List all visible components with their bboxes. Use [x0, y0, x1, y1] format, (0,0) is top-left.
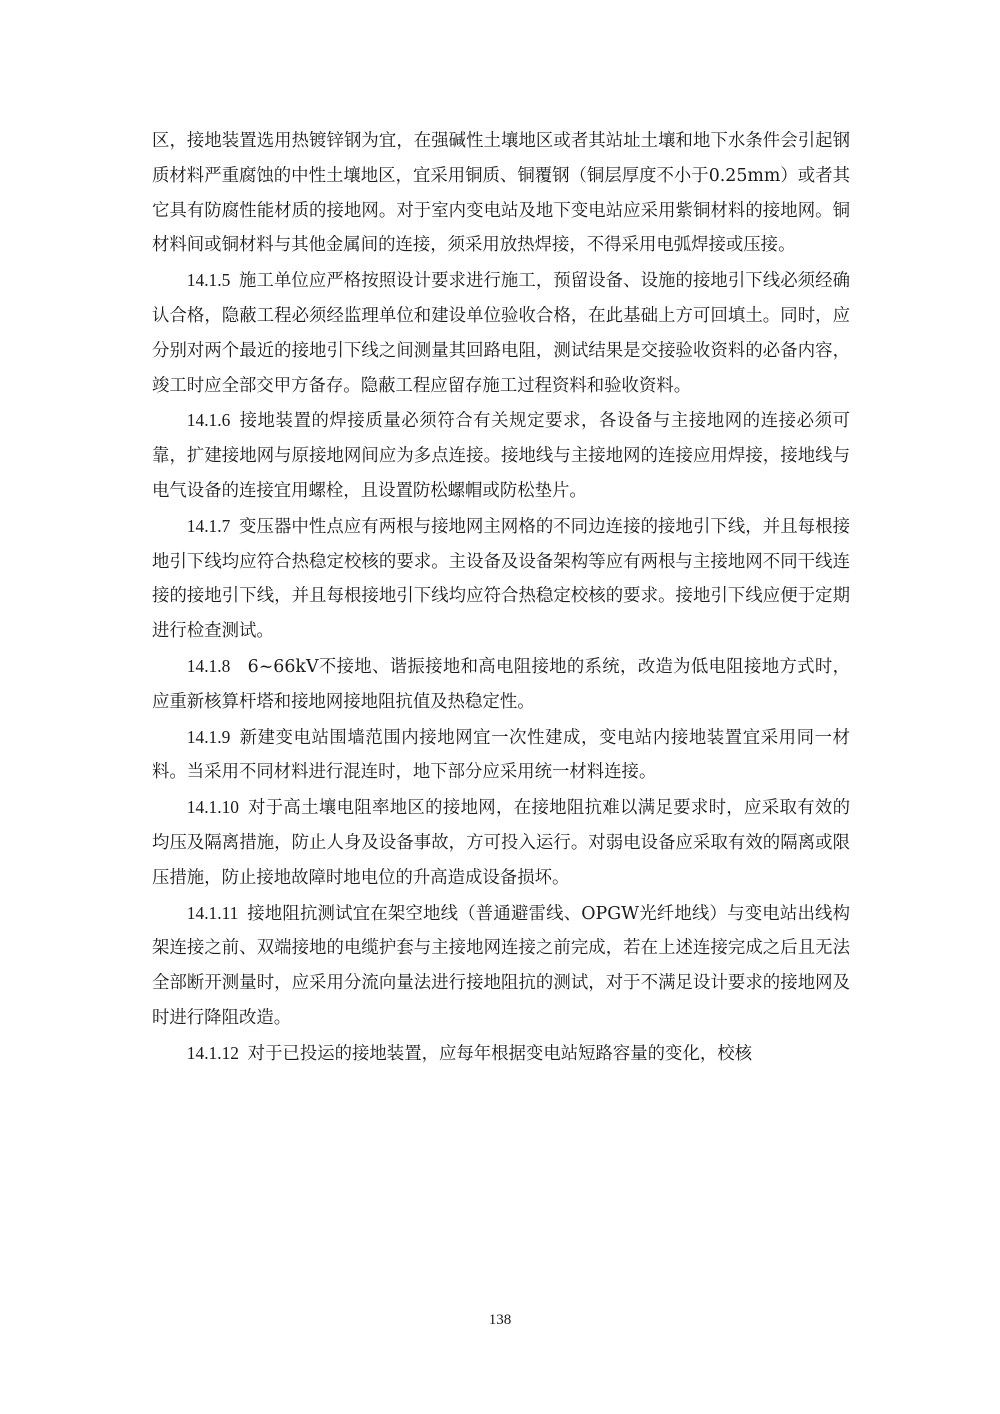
clause-number: 14.1.7 [186, 515, 231, 536]
clause-text: 接地阻抗测试宜在架空地线（普通避雷线、OPGW光纤地线）与变电站出线构架连接之前、双端接地的电缆护套与主接地网连接之前完成，若在上述连接完成之后且无法全部断开测量时，应采用分流向量法进行接地阻抗的测试，对于不满足设计要求的接地网及时进行降阻改造。 [152, 903, 850, 1028]
clause-number: 14.1.5 [186, 270, 231, 291]
clause-number: 14.1.12 [186, 1042, 239, 1063]
clause-number: 14.1.10 [186, 797, 239, 818]
clause-14-1-8 [152, 649, 850, 720]
clause-number: 14.1.11 [186, 902, 239, 923]
clause-text: 对于高土壤电阻率地区的接地网，在接地阻抗难以满足要求时，应采取有效的均压及隔离措施，防止人身及设备事故，方可投入运行。对弱电设备应采取有效的隔离或限压措施，防止接地故障时地电位的升高造成设备损坏。 [152, 798, 850, 888]
clause-14-1-12 [152, 1036, 850, 1072]
clause-number: 14.1.6 [186, 410, 231, 431]
clause-14-1-7 [152, 509, 850, 649]
clause-text: 新建变电站围墙范围内接地网宜一次性建成，变电站内接地装置宜采用同一材料。当采用不同材料进行混连时，地下部分应采用统一材料连接。 [152, 727, 850, 783]
clause-14-1-10 [152, 790, 850, 895]
page-number: 138 [488, 1312, 512, 1328]
clause-14-1-11 [152, 896, 850, 1036]
clause-14-1-6 [152, 403, 850, 508]
continuation-paragraph: 区，接地装置选用热镀锌钢为宜，在强碱性土壤地区或者其站址土壤和地下水条件会引起钢质材料严重腐蚀的中性土壤地区，宜采用铜质、铜覆钢（铜层厚度不小于0.25mm）或者其它具有防腐性能材质的接地网。对于室内变电站及地下变电站应采用紫铜材料的接地网。铜材料间或铜材料与其他金属间的连接，须采用放热焊接，不得采用电弧焊接或压接。 [152, 131, 850, 256]
clause-number: 14.1.9 [186, 726, 231, 747]
clause-number: 14.1.8 [186, 655, 231, 676]
clause-14-1-9 [152, 720, 850, 791]
body-text [152, 124, 850, 1072]
clause-text: 接地装置的焊接质量必须符合有关规定要求，各设备与主接地网的连接必须可靠，扩建接地网与原接地网间应为多点连接。接地线与主接地网的连接应用焊接，接地线与电气设备的连接宜用螺栓，且设置防松螺帽或防松垫片。 [152, 411, 850, 501]
clause-text: 施工单位应严格按照设计要求进行施工，预留设备、设施的接地引下线必须经确认合格，隐蔽工程必须经监理单位和建设单位验收合格，在此基础上方可回填土。同时，应分别对两个最近的接地引下线之间测量其回路电阻，测试结果是交接验收资料的必备内容，竣工时应全部交甲方备存。隐蔽工程应留存施工过程资料和验收资料。 [152, 271, 850, 396]
clause-text: 变压器中性点应有两根与接地网主网格的不同边连接的接地引下线，并且每根接地引下线均应符合热稳定校核的要求。主设备及设备架构等应有两根与主接地网不同干线连接的接地引下线，并且每根接地引下线均应符合热稳定校核的要求。接地引下线应便于定期进行检查测试。 [152, 516, 850, 642]
clause-14-1-5 [152, 263, 850, 403]
clause-text: 6~66kV不接地、谐振接地和高电阻接地的系统，改造为低电阻接地方式时，应重新核算杆塔和接地网接地阻抗值及热稳定性。 [152, 656, 850, 712]
clause-text: 对于已投运的接地装置，应每年根据变电站短路容量的变化，校核 [247, 1043, 753, 1064]
